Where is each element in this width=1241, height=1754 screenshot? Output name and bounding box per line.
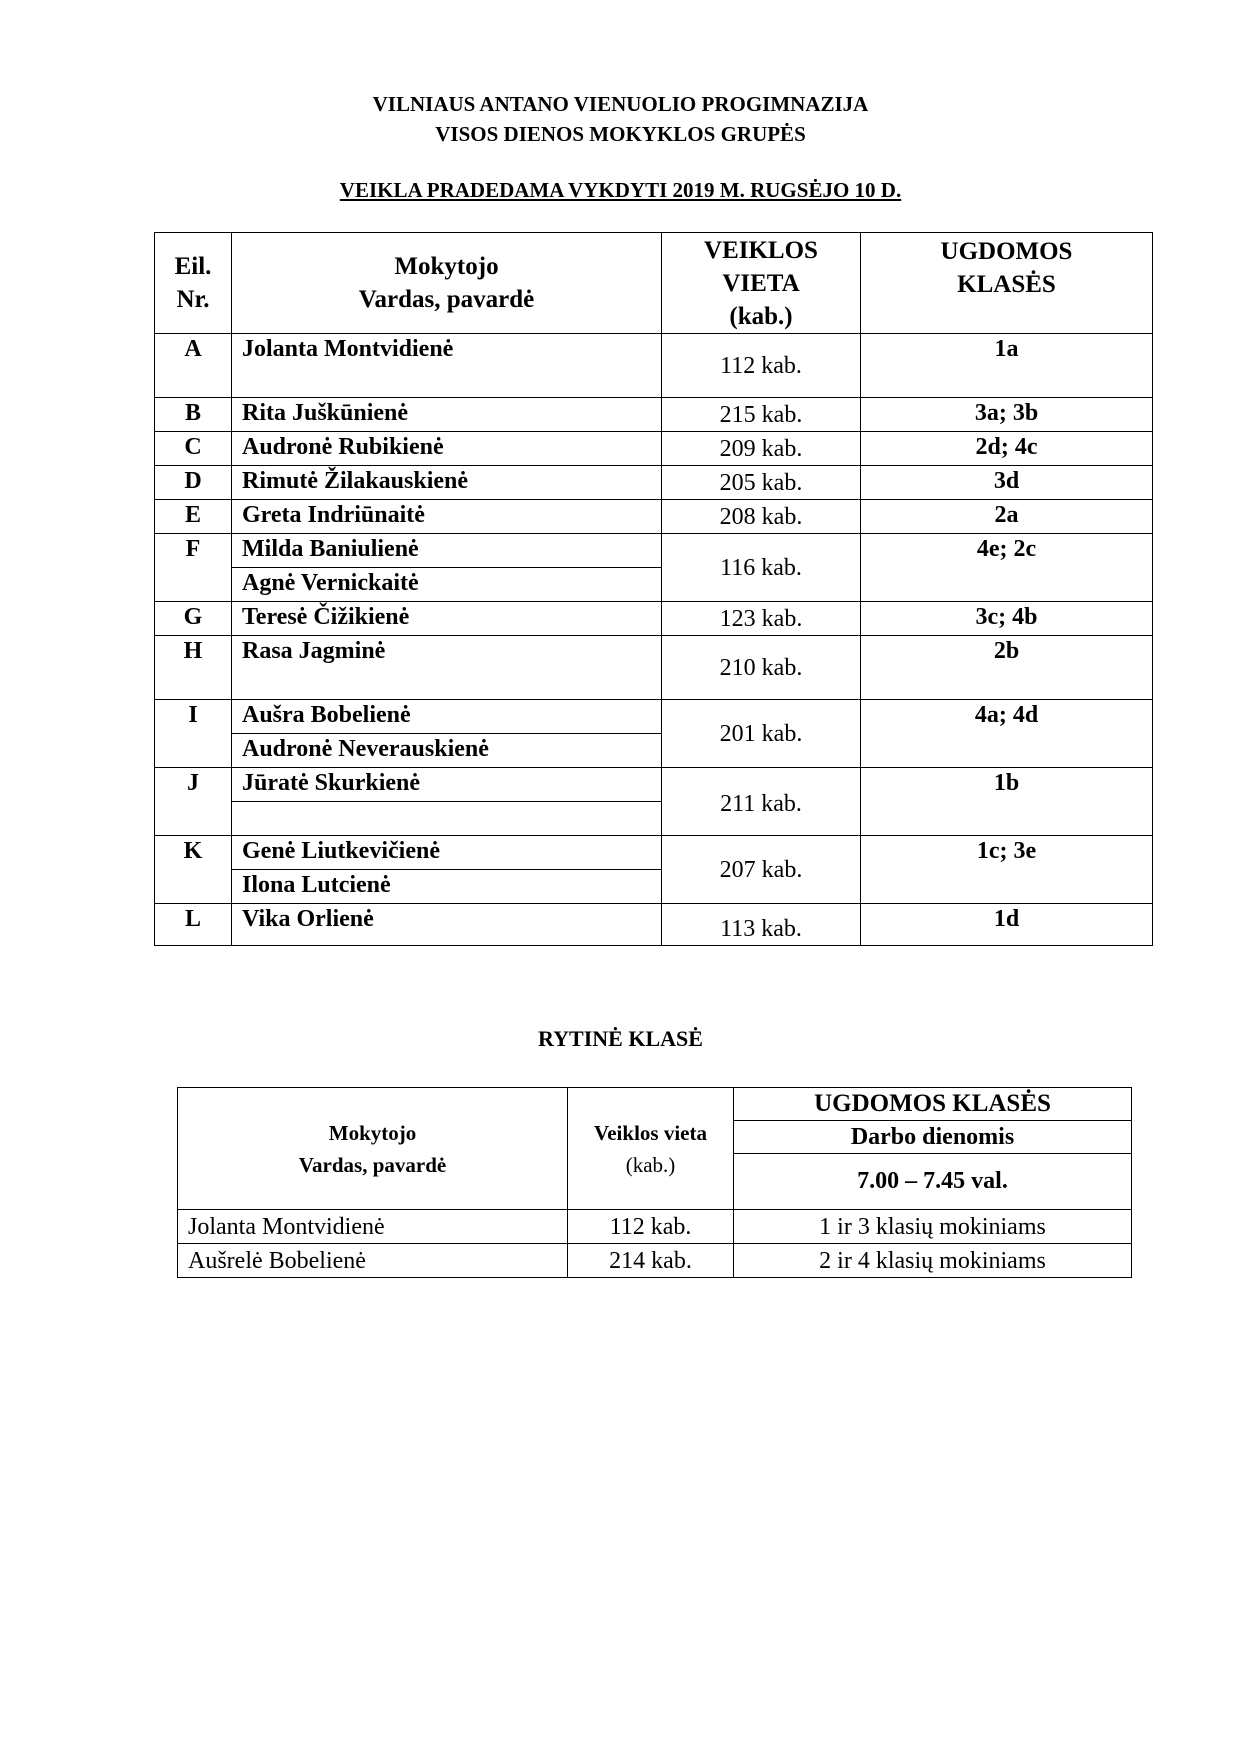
classes: 2b [861, 636, 1153, 700]
room: 201 kab. [662, 700, 861, 768]
classes: 3a; 3b [861, 398, 1153, 432]
classes: 1c; 3e [861, 836, 1153, 904]
room: 116 kab. [662, 534, 861, 602]
table-row [155, 534, 1153, 568]
group-letter: I [155, 700, 232, 768]
document-title: VISOS DIENOS MOKYKLOS GRUPĖS [435, 122, 806, 146]
teacher-name: Genė Liutkevičienė [232, 836, 662, 870]
room: 211 kab. [662, 768, 861, 836]
teacher-name: Rasa Jagminė [232, 636, 662, 700]
header-place [662, 233, 861, 334]
morning-header-days: Darbo dienomis [734, 1121, 1132, 1154]
start-date-text: VEIKLA PRADEDAMA VYKDYTI 2019 M. RUGSĖJO 10 D. [339, 178, 902, 202]
classes: 1d [861, 904, 1153, 946]
group-letter: J [155, 768, 232, 836]
classes: 1a [861, 334, 1153, 398]
classes: 3c; 4b [861, 602, 1153, 636]
header-number-line2: Nr. [176, 286, 210, 313]
group-letter: K [155, 836, 232, 904]
group-letter: C [155, 432, 232, 466]
morning-room: 214 kab. [568, 1244, 734, 1278]
morning-classes-info: 1 ir 3 klasių mokiniams [734, 1210, 1132, 1244]
table-row [155, 466, 1153, 500]
header-teacher [232, 233, 662, 334]
table-row [155, 432, 1153, 466]
room: 207 kab. [662, 836, 861, 904]
morning-header-time: 7.00 – 7.45 val. [734, 1154, 1132, 1210]
header-number-line1: Eil. [174, 253, 212, 280]
header-place-line1: VEIKLOS [704, 236, 818, 264]
morning-room: 112 kab. [568, 1210, 734, 1244]
teacher-name: Greta Indriūnaitė [232, 500, 662, 534]
teacher-name: Ilona Lutcienė [232, 870, 662, 904]
classes: 4e; 2c [861, 534, 1153, 602]
table-row [155, 398, 1153, 432]
groups-table-header [155, 233, 1153, 334]
morning-header-classes: UGDOMOS KLASĖS [734, 1088, 1132, 1121]
morning-class-table [177, 1087, 1132, 1278]
room: 112 kab. [662, 334, 861, 398]
classes: 4a; 4d [861, 700, 1153, 768]
table-row [155, 602, 1153, 636]
teacher-name: Agnė Vernickaitė [232, 568, 662, 602]
table-row [155, 904, 1153, 946]
classes: 2a [861, 500, 1153, 534]
teacher-name: Audronė Rubikienė [232, 432, 662, 466]
teacher-name: Jolanta Montvidienė [232, 334, 662, 398]
header-classes-line1: UGDOMOS [940, 238, 1073, 265]
group-letter: H [155, 636, 232, 700]
morning-class-title: RYTINĖ KLASĖ [538, 1026, 703, 1051]
teacher-name [232, 802, 662, 836]
morning-header-place-line1: Veiklos vieta [594, 1120, 707, 1145]
table-row [155, 636, 1153, 700]
room: 215 kab. [662, 398, 861, 432]
table-row [155, 334, 1153, 398]
group-letter: E [155, 500, 232, 534]
room: 208 kab. [662, 500, 861, 534]
morning-header-place-line2: (kab.) [625, 1152, 676, 1177]
morning-header-teacher [178, 1088, 568, 1210]
group-letter: L [155, 904, 232, 946]
teacher-name: Vika Orlienė [232, 904, 662, 946]
morning-header-teacher-line1: Mokytojo [328, 1120, 417, 1145]
morning-teacher-name: Aušrelė Bobelienė [178, 1244, 568, 1278]
group-letter: D [155, 466, 232, 500]
table-row [178, 1244, 1132, 1278]
room: 113 kab. [662, 904, 861, 946]
morning-header-place [568, 1088, 734, 1210]
room: 210 kab. [662, 636, 861, 700]
teacher-name: Jūratė Skurkienė [232, 768, 662, 802]
header-classes [861, 233, 1153, 334]
groups-table [154, 232, 1153, 946]
start-date-heading [0, 178, 1241, 203]
teacher-name: Rimutė Žilakauskienė [232, 466, 662, 500]
teacher-name: Aušra Bobelienė [232, 700, 662, 734]
classes: 2d; 4c [861, 432, 1153, 466]
header-classes-line2: KLASĖS [957, 271, 1056, 298]
header-place-line2: VIETA [722, 269, 800, 297]
group-letter: B [155, 398, 232, 432]
morning-header-teacher-line2: Vardas, pavardė [298, 1152, 447, 1177]
room: 209 kab. [662, 432, 861, 466]
school-name: VILNIAUS ANTANO VIENUOLIO PROGIMNAZIJA [372, 92, 869, 116]
room: 123 kab. [662, 602, 861, 636]
teacher-name: Audronė Neverauskienė [232, 734, 662, 768]
header-number [155, 233, 232, 334]
header-teacher-line2: Vardas, pavardė [358, 286, 535, 313]
group-letter: G [155, 602, 232, 636]
classes: 1b [861, 768, 1153, 836]
morning-classes-info: 2 ir 4 klasių mokiniams [734, 1244, 1132, 1278]
teacher-name: Teresė Čižikienė [232, 602, 662, 636]
teacher-name: Rita Juškūnienė [232, 398, 662, 432]
table-row [155, 500, 1153, 534]
classes: 3d [861, 466, 1153, 500]
teacher-name: Milda Baniulienė [232, 534, 662, 568]
header-teacher-line1: Mokytojo [394, 253, 499, 280]
morning-header-row [178, 1088, 1132, 1121]
group-letter: F [155, 534, 232, 602]
group-letter: A [155, 334, 232, 398]
morning-teacher-name: Jolanta Montvidienė [178, 1210, 568, 1244]
table-row [178, 1210, 1132, 1244]
header-place-line3: (kab.) [729, 302, 793, 330]
table-row [155, 836, 1153, 870]
room: 205 kab. [662, 466, 861, 500]
table-row [155, 768, 1153, 802]
table-row [155, 700, 1153, 734]
